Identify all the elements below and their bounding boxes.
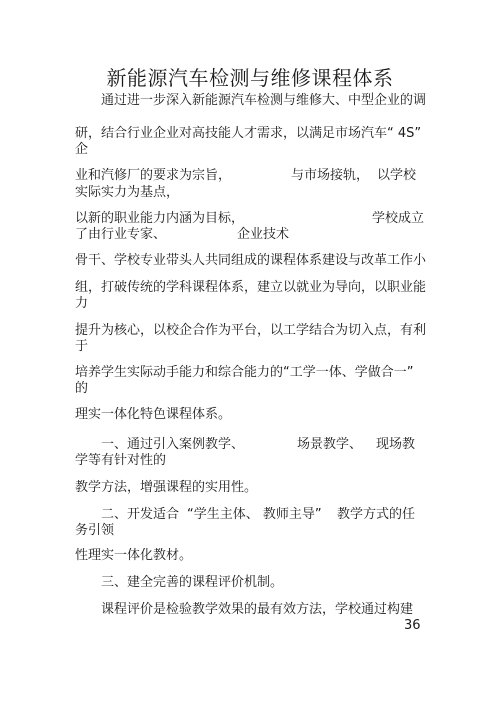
paragraph-line: 通过进一步深入新能源汽车检测与维修大、中型企业的调 (101, 93, 427, 108)
paragraph-line: 场景教学、 (297, 437, 363, 452)
paragraph-line: 的 (75, 381, 89, 396)
paragraph-line: 提升为核心，以校企合作为平台，以工学结合为切入点，有利 (75, 323, 427, 338)
paragraph-line: 以学校 (377, 168, 417, 183)
paragraph-line: 业和汽修厂的要求为宗旨， (75, 168, 232, 183)
paragraph-line: 企 (75, 142, 89, 157)
paragraph-line: 理实一体化特色课程体系。 (75, 407, 232, 422)
paragraph-line: 与市场接轨， (291, 168, 370, 183)
paragraph-line: 于 (75, 339, 89, 354)
paragraph-line: 研，结合行业企业对高技能人才需求，以满足市场汽车“ 4S” (75, 126, 422, 141)
paragraph-line: 实际实力为基点， (75, 185, 180, 200)
paragraph-line: 企业技术 (237, 227, 290, 242)
paragraph-line: 教学方法，增强课程的实用性。 (75, 480, 258, 495)
paragraph-line: 力 (75, 296, 89, 311)
paragraph-line: “学生主体、 教师主导” (187, 507, 322, 522)
paragraph-line: 以新的职业能力内涵为目标， (75, 211, 245, 226)
paragraph-line: 学等有针对性的 (75, 453, 167, 468)
paragraph-line: 教学方式的任 (337, 507, 416, 522)
paragraph-line: 学校成立 (372, 211, 425, 226)
paragraph-line: 现场教 (376, 437, 416, 452)
paragraph-line: 二、开发适合 (101, 507, 180, 522)
paragraph-line: 三、建全完善的课程评价机制。 (101, 575, 284, 590)
paragraph-line: 务引领 (75, 523, 115, 538)
paragraph-line: 骨干、学校专业带头人共同组成的课程体系建设与改革工作小 (75, 253, 427, 268)
paragraph-line: 课程评价是检验教学效果的最有效方法，学校通过构建 (101, 602, 414, 617)
document-title: 新能源汽车检测与维修课程体系 (106, 66, 394, 90)
page-number: 36 (404, 618, 421, 633)
paragraph-line: 了由行业专家、 (75, 227, 167, 242)
paragraph-line: 性理实一体化教材。 (75, 548, 193, 563)
paragraph-line: 培养学生实际动手能力和综合能力的“工学一体、学做合一” (75, 365, 414, 380)
paragraph-line: 组，打破传统的学科课程体系，建立以就业为导向，以职业能 (75, 280, 427, 295)
paragraph-line: 一、通过引入案例教学、 (101, 437, 245, 452)
